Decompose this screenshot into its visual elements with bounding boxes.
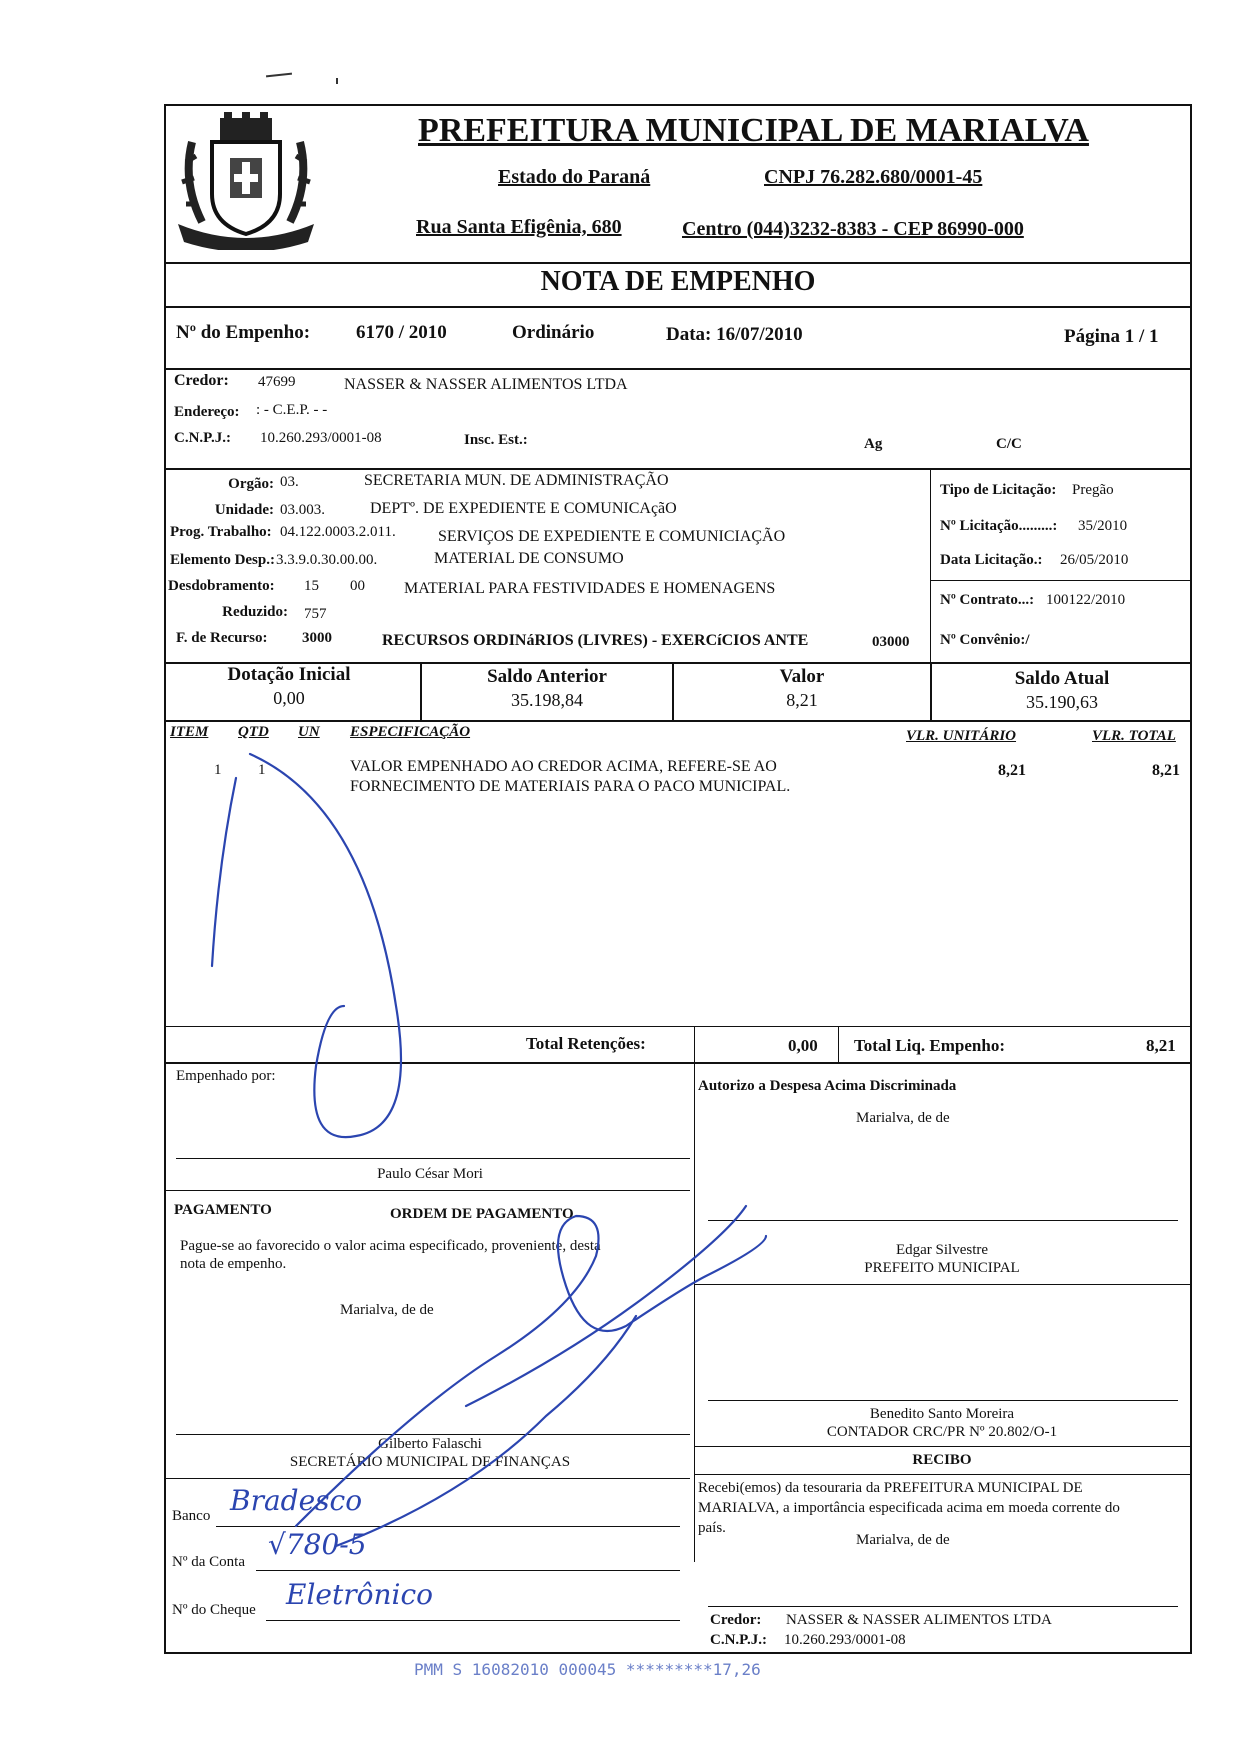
credor-code: 47699 (258, 374, 296, 390)
recibo-text-2: MARIALVA, a importância especificada acima em moeda corrente do (698, 1500, 1120, 1516)
autorizo-label: Autorizo a Despesa Acima Discriminada (698, 1078, 957, 1094)
credor-cnpj: 10.260.293/0001-08 (260, 430, 382, 446)
desdobramento-sub: 00 (350, 578, 365, 594)
saldo-atual-value: 35.190,63 (1026, 692, 1098, 712)
col-vlr-unitario: VLR. UNITÁRIO (906, 728, 1017, 744)
recibo-credor-label: Credor: (710, 1612, 762, 1628)
handwritten-signatures (166, 106, 1194, 1656)
item-total-value: 8,21 (1152, 762, 1180, 779)
dotacao-label: Dotação Inicial (227, 664, 351, 685)
scan-mark (266, 73, 292, 78)
liquido-value: 8,21 (1146, 1036, 1176, 1055)
credor-name: NASSER & NASSER ALIMENTOS LTDA (344, 376, 628, 393)
dotacao-value: 0,00 (273, 688, 305, 708)
item-description-2: FORNECIMENTO DE MATERIAIS PARA O PACO MUNICIPAL. (350, 778, 791, 795)
address-street: Rua Santa Efigênia, 680 (416, 216, 622, 238)
pague-text-1: Pague-se ao favorecido o valor acima especificado, proveniente, desta (180, 1238, 601, 1254)
empenho-number-label: Nº do Empenho: (176, 322, 311, 343)
recibo-title: RECIBO (912, 1452, 972, 1468)
pagamento-label: PAGAMENTO (174, 1202, 272, 1218)
desdobramento-code: 15 (304, 578, 319, 594)
recurso-number: 03000 (872, 634, 910, 650)
recibo-credor-name: NASSER & NASSER ALIMENTOS LTDA (786, 1612, 1052, 1628)
empenho-number: 6170 / 2010 (356, 322, 447, 343)
recibo-date: Marialva, de de (856, 1532, 950, 1548)
item-number: 1 (214, 762, 222, 778)
state-name: Estado do Paraná (498, 166, 651, 188)
elemento-label: Elemento Desp.: (170, 552, 275, 568)
licitacao-number-value: 35/2010 (1078, 518, 1128, 534)
unidade-code: 03.003. (280, 502, 325, 518)
item-qtd: 1 (258, 762, 266, 778)
secretario-name: Gilberto Falaschi (378, 1436, 482, 1452)
ag-label: Ag (864, 436, 883, 452)
prefeito-name: Edgar Silvestre (895, 1242, 989, 1258)
pague-text-2: nota de empenho. (180, 1256, 287, 1272)
nota-de-empenho-form (164, 104, 1192, 1654)
saldo-anterior-label: Saldo Anterior (487, 666, 607, 687)
page-number: Página 1 / 1 (1064, 326, 1159, 347)
address-contact: Centro (044)3232-8383 - CEP 86990-000 (682, 218, 1024, 240)
cc-label: C/C (996, 436, 1022, 452)
desdobramento-name: MATERIAL PARA FESTIVIDADES E HOMENAGENS (404, 580, 776, 597)
elemento-name: MATERIAL DE CONSUMO (434, 550, 624, 567)
recibo-text-1: Recebi(emos) da tesouraria da PREFEITURA MUNICIPAL DE (698, 1480, 1083, 1496)
address-value: : - C.E.P. - - (256, 402, 328, 418)
orgao-label: Orgão: (228, 476, 274, 492)
valor-label: Valor (779, 666, 825, 687)
prog-code: 04.122.0003.2.011. (280, 524, 396, 540)
desdobramento-label: Desdobramento: (168, 578, 275, 594)
recurso-label: F. de Recurso: (176, 630, 268, 646)
conta-label: Nº da Conta (172, 1554, 245, 1570)
prog-name: SERVIÇOS DE EXPEDIENTE E COMUNICIAÇÃO (438, 528, 786, 545)
insc-est-label: Insc. Est.: (464, 432, 528, 448)
col-item: ITEM (170, 724, 209, 740)
cheque-label: Nº do Cheque (172, 1602, 256, 1618)
reduzido-label: Reduzido: (222, 604, 288, 620)
item-unit-value: 8,21 (998, 762, 1026, 779)
prog-label: Prog. Trabalho: (170, 524, 272, 540)
col-especificacao: ESPECIFICAÇÃO (350, 724, 471, 740)
conta-handwritten: √780-5 (268, 1528, 367, 1561)
orgao-code: 03. (280, 474, 299, 490)
data-licitacao-label: Data Licitação.: (940, 552, 1043, 568)
retencoes-label: Total Retenções: (526, 1034, 646, 1053)
unidade-name: DEPTº. DE EXPEDIENTE E COMUNICAçãO (370, 500, 677, 517)
convenio-label: Nº Convênio:/ (940, 632, 1030, 648)
municipality-cnpj: CNPJ 76.282.680/0001-45 (764, 166, 983, 188)
municipality-title: PREFEITURA MUNICIPAL DE MARIALVA (418, 112, 1089, 149)
autorizo-date: Marialva, de de (856, 1110, 950, 1126)
address-label: Endereço: (174, 404, 240, 420)
reduzido-value: 757 (304, 606, 327, 622)
col-vlr-total: VLR. TOTAL (1092, 728, 1176, 744)
col-qtd: QTD (238, 724, 269, 740)
tipo-licitacao-value: Pregão (1072, 482, 1114, 498)
licitacao-number-label: Nº Licitação.........: (940, 518, 1058, 534)
document-title: NOTA DE EMPENHO (540, 266, 816, 297)
item-description-1: VALOR EMPENHADO AO CREDOR ACIMA, REFERE-SE AO (350, 758, 777, 775)
secretario-title: SECRETÁRIO MUNICIPAL DE FINANÇAS (289, 1454, 571, 1470)
recurso-code: 3000 (302, 630, 332, 646)
tipo-licitacao-label: Tipo de Licitação: (940, 482, 1057, 498)
prefeito-title: PREFEITO MUNICIPAL (864, 1260, 1020, 1276)
contador-title: CONTADOR CRC/PR Nº 20.802/O-1 (826, 1424, 1058, 1440)
recibo-cnpj-value: 10.260.293/0001-08 (784, 1632, 906, 1648)
orgao-name: SECRETARIA MUN. DE ADMINISTRAÇÃO (364, 472, 669, 489)
cnpj-label: C.N.P.J.: (174, 430, 231, 446)
payment-date: Marialva, de de (340, 1302, 434, 1318)
contrato-label: Nº Contrato...: (940, 592, 1035, 608)
credor-label: Credor: (174, 372, 229, 389)
saldo-anterior-value: 35.198,84 (511, 690, 583, 710)
contrato-value: 100122/2010 (1046, 592, 1126, 608)
banco-handwritten: Bradesco (230, 1484, 363, 1517)
recibo-text-3: país. (698, 1520, 726, 1536)
ordem-pagamento-label: ORDEM DE PAGAMENTO (390, 1206, 574, 1222)
valor-value: 8,21 (786, 690, 818, 710)
recurso-name: RECURSOS ORDINáRIOS (LIVRES) - EXERCíCIOS ANTE (382, 632, 809, 649)
retencoes-value: 0,00 (788, 1036, 818, 1055)
col-un: UN (298, 724, 320, 740)
recibo-cnpj-label: C.N.P.J.: (710, 1632, 767, 1648)
data-licitacao-value: 26/05/2010 (1060, 552, 1129, 568)
bank-processing-stamp: PMM S 16082010 000045 *********17,26 (414, 1660, 761, 1679)
contador-name: Benedito Santo Moreira (869, 1406, 1015, 1422)
liquido-label: Total Liq. Empenho: (854, 1036, 1005, 1055)
unidade-label: Unidade: (214, 502, 274, 518)
empenho-type: Ordinário (512, 322, 595, 343)
elemento-code: 3.3.9.0.30.00.00. (276, 552, 378, 568)
saldo-atual-label: Saldo Atual (1014, 668, 1110, 689)
cheque-handwritten: Eletrônico (286, 1578, 433, 1611)
banco-label: Banco (172, 1508, 211, 1524)
empenho-date: Data: 16/07/2010 (666, 324, 803, 345)
empenhado-por-label: Empenhado por: (176, 1068, 276, 1084)
empenhado-por-name: Paulo César Mori (377, 1166, 483, 1182)
scan-mark (336, 78, 338, 84)
